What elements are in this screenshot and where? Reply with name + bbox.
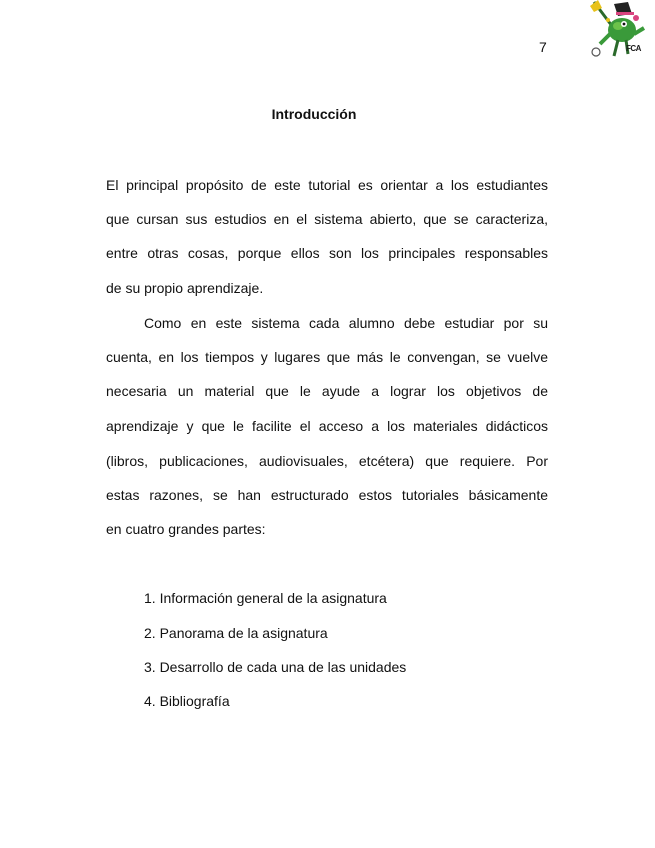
list-item: 3. Desarrollo de cada una de las unidades — [144, 659, 407, 675]
page-title: Introducción — [271, 106, 357, 122]
paragraph-line: que cursan sus estudios en el sistema abierto, que se caracteriza, — [106, 211, 548, 227]
paragraph-line: cuenta, en los tiempos y lugares que más le convengan, se vuelve — [106, 349, 548, 365]
fca-logo — [588, 0, 650, 62]
paragraph-line: de su propio aprendizaje. — [106, 280, 264, 296]
list-item: 1. Información general de la asignatura — [144, 590, 387, 606]
paragraph-line: entre otras cosas, porque ellos son los principales responsables — [106, 245, 548, 261]
paragraph-line: estas razones, se han estructurado estos tutoriales básicamente — [106, 487, 548, 503]
paragraph-line: en cuatro grandes partes: — [106, 521, 266, 537]
paragraph-line: aprendizaje y que le facilite el acceso a los materiales didácticos — [106, 418, 548, 434]
list-item: 2. Panorama de la asignatura — [144, 625, 328, 641]
list-item: 4. Bibliografía — [144, 693, 230, 709]
page-number: 7 — [539, 39, 547, 55]
paragraph-line: Como en este sistema cada alumno debe estudiar por su — [144, 315, 548, 331]
paragraph-line: El principal propósito de este tutorial es orientar a los estudiantes — [106, 177, 548, 193]
paragraph-line: (libros, publicaciones, audiovisuales, etcétera) que requiere. Por — [106, 453, 548, 469]
logo-text: FCA — [626, 44, 641, 53]
paragraph-line: necesaria un material que le ayude a lograr los objetivos de — [106, 383, 548, 399]
